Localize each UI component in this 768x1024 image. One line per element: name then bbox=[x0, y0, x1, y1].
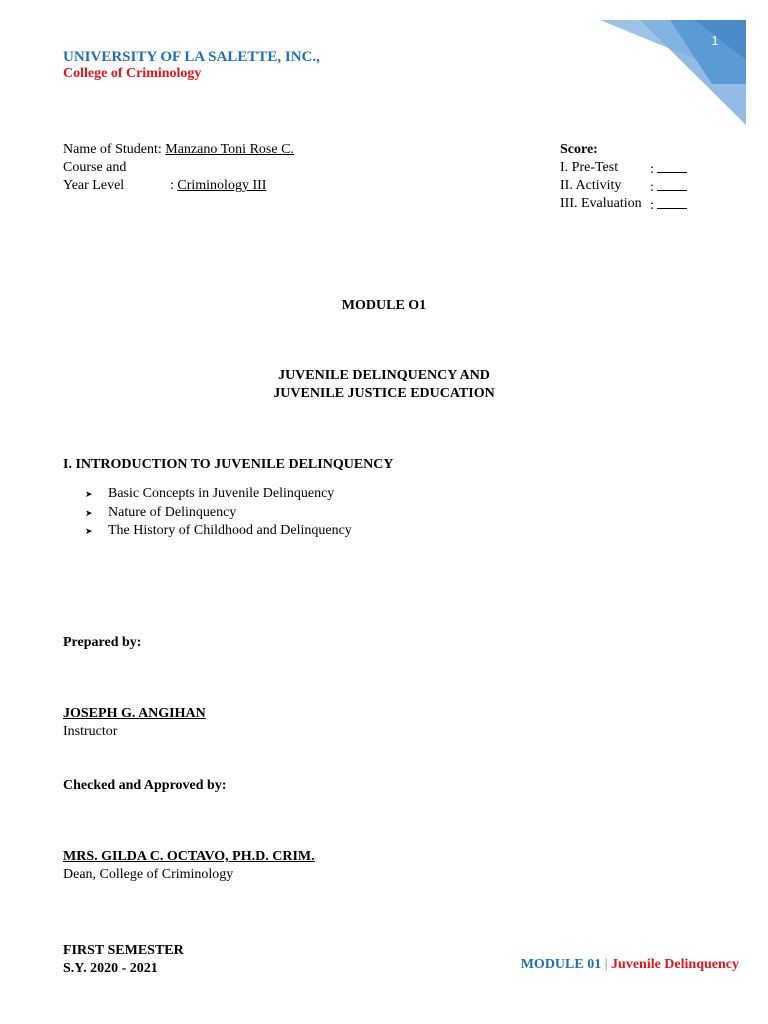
footer-divider: | bbox=[604, 957, 608, 972]
instructor-name: JOSEPH G. ANGIHAN bbox=[63, 706, 206, 721]
score-label-activity: II. Activity bbox=[560, 178, 622, 193]
footer-module-tag bbox=[521, 957, 739, 973]
score-separator: : bbox=[650, 198, 654, 213]
dean-role: Dean, College of Criminology bbox=[63, 867, 234, 882]
score-evaluation-blank bbox=[650, 196, 687, 214]
year-level-label: Year Level bbox=[63, 178, 125, 193]
score-separator: : bbox=[650, 180, 654, 195]
course-label: Course and bbox=[63, 160, 127, 175]
year-level-value: Criminology III bbox=[177, 178, 267, 193]
score-label-evaluation: III. Evaluation bbox=[560, 196, 642, 211]
year-level-separator: : bbox=[170, 178, 174, 193]
footer-module-subject: Juvenile Delinquency bbox=[611, 957, 739, 972]
student-name-row bbox=[63, 142, 294, 158]
score-blank-line bbox=[657, 160, 687, 173]
list-item: ➤ The History of Childhood and Delinquency bbox=[85, 522, 352, 541]
dean-name: MRS. GILDA C. OCTAVO, PH.D. CRIM. bbox=[63, 849, 315, 864]
year-level-row bbox=[170, 178, 266, 194]
score-activity-blank bbox=[650, 178, 687, 196]
module-title: MODULE O1 bbox=[341, 298, 427, 313]
student-name-label: Name of Student: bbox=[63, 142, 162, 157]
instructor-role: Instructor bbox=[63, 724, 118, 739]
arrowhead-bullet-icon: ➤ bbox=[85, 507, 93, 518]
list-item: ➤ Nature of Delinquency bbox=[85, 504, 352, 523]
page-number: 1 bbox=[711, 33, 719, 48]
footer-module-label: MODULE 01 bbox=[520, 957, 602, 972]
list-item: ➤ Basic Concepts in Juvenile Delinquency bbox=[85, 485, 352, 504]
arrowhead-bullet-icon: ➤ bbox=[85, 526, 93, 536]
subject-title-line-1: JUVENILE DELINQUENCY AND bbox=[278, 368, 490, 383]
score-blank-line bbox=[657, 178, 687, 191]
score-label-pretest: I. Pre-Test bbox=[560, 160, 619, 175]
approved-by-label: Checked and Approved by: bbox=[63, 778, 227, 793]
score-title: Score: bbox=[560, 142, 598, 157]
corner-decoration bbox=[600, 20, 746, 125]
section-heading: I. INTRODUCTION TO JUVENILE DELINQUENCY bbox=[63, 457, 394, 472]
topic-list bbox=[85, 485, 352, 541]
score-blank-line bbox=[657, 196, 687, 209]
prepared-by-label: Prepared by: bbox=[63, 635, 142, 650]
university-name: UNIVERSITY OF LA SALETTE, INC., bbox=[63, 49, 320, 65]
score-pretest-blank bbox=[650, 160, 687, 178]
semester-label: FIRST SEMESTER bbox=[63, 943, 184, 958]
arrowhead-bullet-icon: ➤ bbox=[85, 489, 93, 499]
score-separator: : bbox=[650, 162, 654, 177]
school-year-label: S.Y. 2020 - 2021 bbox=[63, 961, 158, 976]
subject-title-line-2: JUVENILE JUSTICE EDUCATION bbox=[273, 386, 495, 401]
college-name: College of Criminology bbox=[63, 66, 202, 81]
student-name-value: Manzano Toni Rose C. bbox=[165, 142, 294, 157]
